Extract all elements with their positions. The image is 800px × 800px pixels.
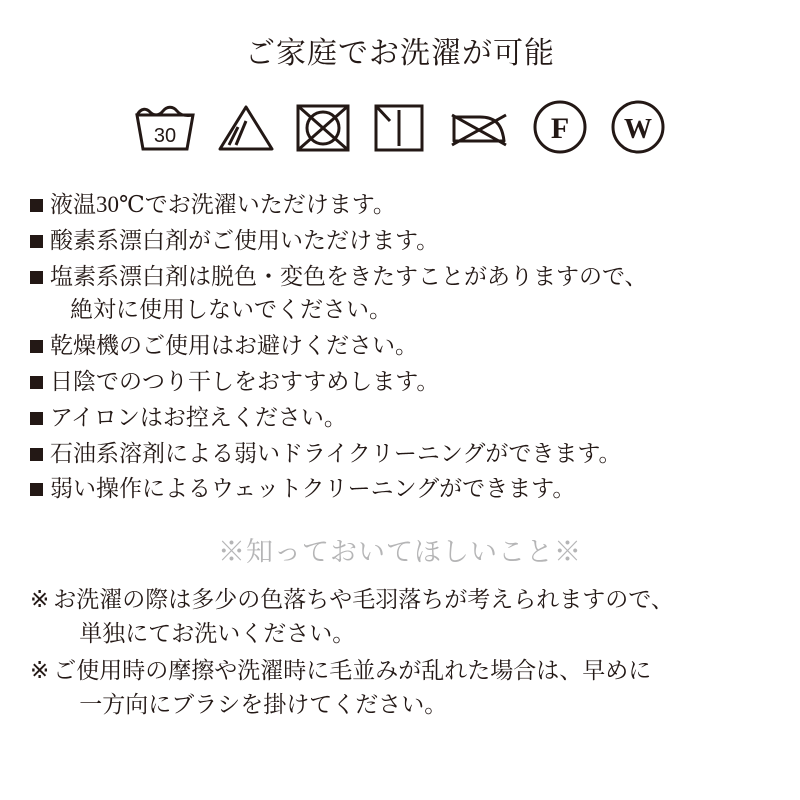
square-bullet-icon xyxy=(30,412,43,425)
care-instruction-line-continued: 絶対に使用しないでください。 xyxy=(70,297,392,323)
list-item xyxy=(30,472,770,506)
do-not-iron-symbol xyxy=(446,99,512,155)
list-item xyxy=(30,260,770,328)
square-bullet-icon xyxy=(30,271,43,284)
care-instruction-line: 液温30℃でお洗濯いただけます。 xyxy=(50,192,396,217)
care-instruction-line: 石油系溶剤による弱いドライクリーニングができます。 xyxy=(50,440,622,466)
note-mark-icon: ※ xyxy=(30,587,50,613)
list-item xyxy=(30,401,770,435)
care-instruction-line: 塩素系漂白剤は脱色・変色をきたすことがありますので、 xyxy=(50,263,648,289)
dry-clean-petroleum-f-symbol xyxy=(530,98,590,156)
no-tumble-dry-symbol xyxy=(294,99,352,155)
note-line-continued: 一方向にブラシを掛けてください。 xyxy=(79,692,448,718)
oxygen-bleach-triangle-symbol xyxy=(216,99,276,155)
list-item xyxy=(30,188,770,222)
wash-30-symbol xyxy=(132,99,198,155)
care-instruction-list xyxy=(0,188,800,506)
list-item xyxy=(30,365,770,399)
care-instruction-text xyxy=(50,329,770,363)
care-instruction-line: 弱い操作によるウェットクリーニングができます。 xyxy=(50,476,576,502)
care-instruction-line: アイロンはお控えください。 xyxy=(50,404,347,430)
square-bullet-icon xyxy=(30,376,43,389)
dry-clean-letter: F xyxy=(550,112,570,145)
care-instruction-line: 乾燥機のご使用はお避けください。 xyxy=(50,333,418,359)
care-instruction-text xyxy=(50,401,770,435)
note-line: お洗濯の際は多少の色落ちや毛羽落ちが考えられますので、 xyxy=(53,587,674,613)
drip-dry-in-shade-symbol xyxy=(370,99,428,155)
care-symbol-row xyxy=(0,92,800,162)
list-item xyxy=(30,437,770,471)
note-text xyxy=(53,583,770,651)
care-instruction-text xyxy=(50,224,770,258)
list-item xyxy=(30,224,770,258)
list-item xyxy=(30,329,770,363)
square-bullet-icon xyxy=(30,235,43,248)
note-mark-icon: ※ xyxy=(30,658,50,684)
note-text xyxy=(53,654,770,722)
square-bullet-icon xyxy=(30,340,43,353)
square-bullet-icon xyxy=(30,448,43,461)
list-item xyxy=(30,654,770,722)
care-instruction-text xyxy=(50,260,770,328)
page-title: ご家庭でお洗濯が可能 xyxy=(245,37,555,70)
care-instruction-text xyxy=(50,472,770,506)
wet-clean-letter: W xyxy=(624,114,652,145)
wash-temperature-value: 30 xyxy=(153,125,177,147)
wet-clean-w-symbol xyxy=(608,98,668,156)
care-instruction-line: 酸素系漂白剤がご使用いただけます。 xyxy=(50,227,440,253)
square-bullet-icon xyxy=(30,199,43,212)
care-instruction-text xyxy=(50,437,770,471)
note-line: ご使用時の摩擦や洗濯時に毛並みが乱れた場合は、早めに xyxy=(53,658,652,684)
square-bullet-icon xyxy=(30,483,43,496)
care-instruction-text xyxy=(50,365,770,399)
notes-list xyxy=(0,583,800,722)
list-item xyxy=(30,583,770,651)
section-subheading: ※知っておいてほしいこと※ xyxy=(218,537,582,568)
care-instruction-text xyxy=(50,188,770,222)
note-line-continued: 単独にてお洗いください。 xyxy=(79,621,356,647)
care-instruction-line: 日陰でのつり干しをおすすめします。 xyxy=(50,368,440,394)
